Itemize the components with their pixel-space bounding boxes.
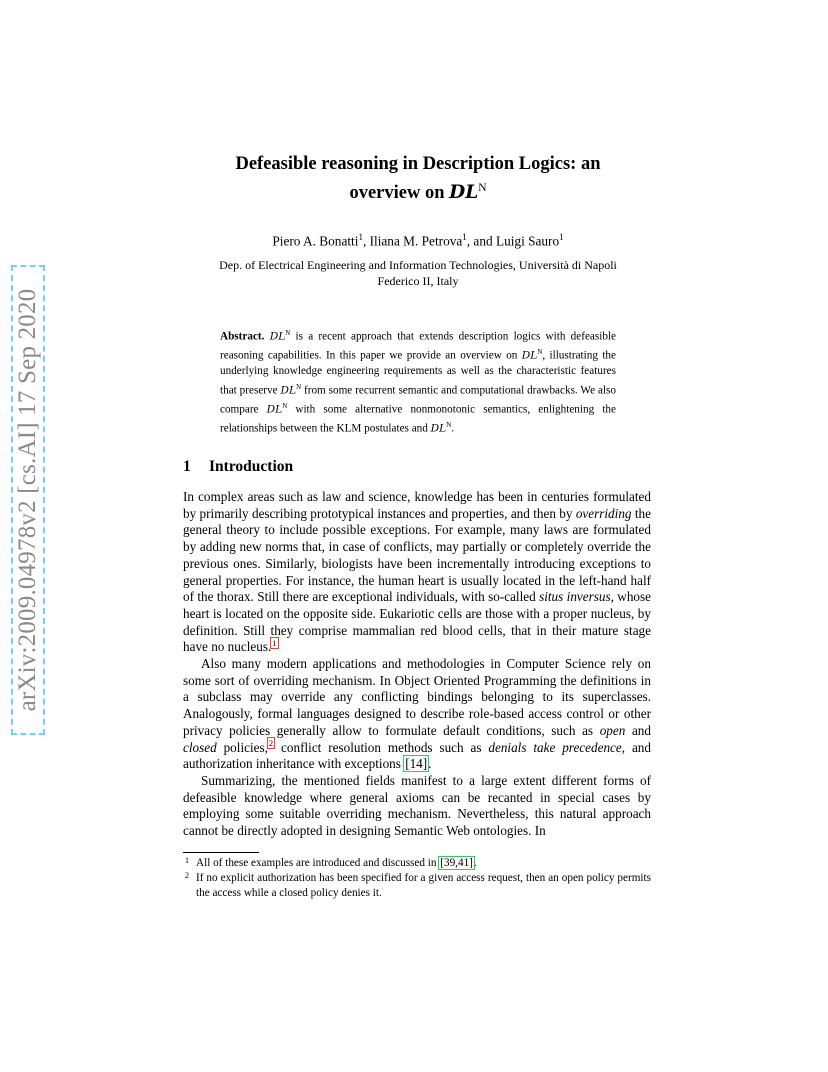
- paragraph-text: , whose heart is located on the opposite side. Eukariotic cells are those with a proper nucleus, by definition. Still they comprise mammalian red blood cells, that in their mature stage have no nucleus.: [183, 589, 652, 655]
- paragraph-text: policies,: [216, 739, 268, 755]
- emphasis: closed: [183, 739, 217, 755]
- footnote-text: .: [473, 857, 477, 869]
- footnote-number: 2: [185, 871, 189, 880]
- emphasis: open: [599, 722, 626, 738]
- author-affil-mark: 1: [559, 232, 564, 242]
- dl-symbol: DL: [430, 421, 447, 435]
- footnote: [183, 856, 651, 871]
- paragraph-text: and: [625, 722, 651, 738]
- paragraph: [183, 656, 651, 773]
- affiliation: [183, 258, 653, 289]
- citation-link[interactable]: [39,41]: [440, 857, 473, 869]
- arxiv-stamp-wrap: [10, 265, 46, 735]
- affiliation-line-1: Dep. of Electrical Engineering and Information Technologies, Università di Napoli: [219, 258, 617, 272]
- footnote-number: 1: [185, 856, 189, 865]
- paragraph-text: In complex areas such as law and science, knowledge has been in centuries formulated by primarily describing prototypical instances and properties, and then by: [183, 489, 651, 521]
- dl-symbol: DL: [269, 329, 286, 343]
- n-superscript: N: [446, 420, 452, 429]
- n-superscript: N: [282, 401, 288, 410]
- abstract-text: from some recurrent semantic and computational drawbacks. We also compare: [220, 384, 616, 416]
- title-prefix: overview on: [349, 183, 450, 204]
- paragraph-text: Also many modern applications and methodologies in Computer Science rely on some sort of overriding mechanism. In Object Oriented Programming the definitions in a subclass may override any conflicting bindings belonging to its superclasses. Analogously, formal languages designed to describe role-based access control or other privacy policies generally allow to formulate default conditions, such as: [183, 656, 651, 738]
- emphasis: denials take precedence: [488, 739, 622, 755]
- emphasis: situs inversus: [539, 589, 611, 605]
- n-superscript: N: [285, 329, 291, 337]
- abstract-text: , illustrating the underlying knowledge engineering requirements as well as the characteristic features that preserve: [220, 349, 616, 397]
- footnote-text: All of these examples are introduced and discussed in: [196, 857, 440, 869]
- paragraph-text: the general theory to include possible exceptions. For example, many laws are formulated by adding new norms that, in case of conflicts, may partially or completely override the previous ones. Similarly, biologists have been incrementally introducing exceptions to general properties. For instance, the human heart is usually located in the left-hand half of the thorax. Still there are exceptional individuals, with so-called: [183, 505, 651, 605]
- dl-symbol: DL: [280, 383, 297, 397]
- affiliation-line-2: Federico II, Italy: [377, 273, 459, 288]
- paragraph-text: .: [428, 756, 432, 772]
- footnote-link[interactable]: 1: [272, 637, 277, 648]
- citation-link[interactable]: [14]: [405, 756, 428, 772]
- author-affil-mark: 1: [358, 232, 363, 242]
- title-line-2: [183, 176, 653, 205]
- author-separator: ,: [362, 233, 370, 249]
- section-number: 1: [183, 458, 191, 475]
- author-affil-mark: 1: [462, 232, 467, 242]
- paper-title: [183, 152, 653, 205]
- footnote-text: If no explicit authorization has been specified for a given access request, then an open policy permits the access while a closed policy denies it.: [196, 872, 651, 899]
- paragraph: Summarizing, the mentioned fields manifest to a large extent different forms of defeasible knowledge where general axioms can be recanted in special cases by employing some suitable overriding mechanism. Nevertheless, this natural approach cannot be directly adopted in designing Semantic Web ontologies. In: [183, 772, 651, 839]
- n-superscript: N: [478, 182, 487, 194]
- abstract-label: Abstract.: [220, 330, 265, 343]
- dl-symbol: DL: [521, 348, 538, 362]
- footnote: [183, 871, 651, 901]
- author: Luigi Sauro: [495, 233, 560, 249]
- footnotes: [183, 856, 651, 901]
- dl-symbol: DL: [266, 402, 283, 416]
- section-title: Introduction: [209, 458, 294, 475]
- dl-symbol: DL: [449, 182, 479, 204]
- abstract: [220, 326, 616, 437]
- body-text: [183, 489, 651, 840]
- paragraph: [183, 489, 651, 656]
- arxiv-stamp[interactable]: arXiv:2009.04978v2 [cs.AI] 17 Sep 2020: [11, 265, 45, 735]
- n-superscript: N: [537, 348, 543, 357]
- author: Piero A. Bonatti: [272, 233, 359, 249]
- paragraph-text: , and authorization inheritance with exceptions: [183, 739, 651, 772]
- n-superscript: N: [296, 382, 302, 391]
- section-heading: [183, 458, 293, 476]
- abstract-text: with some alternative nonmonotonic semantics, enlightening the relationships between the KLM postulates and: [220, 403, 616, 435]
- footnote-link[interactable]: 2: [268, 738, 274, 749]
- abstract-text: .: [451, 422, 455, 435]
- footnote-rule: [183, 852, 259, 853]
- title-line-1: Defeasible reasoning in Description Logics: an: [235, 154, 601, 174]
- author-separator: , and: [466, 233, 496, 249]
- paragraph-text: conflict resolution methods such as: [274, 739, 489, 755]
- author-list: [183, 229, 653, 249]
- abstract-text: is a recent approach that extends description logics with defeasible reasoning capabilities. In this paper we provide an overview on: [220, 330, 617, 362]
- author: Iliana M. Petrova: [369, 233, 463, 249]
- emphasis: overriding: [575, 505, 632, 521]
